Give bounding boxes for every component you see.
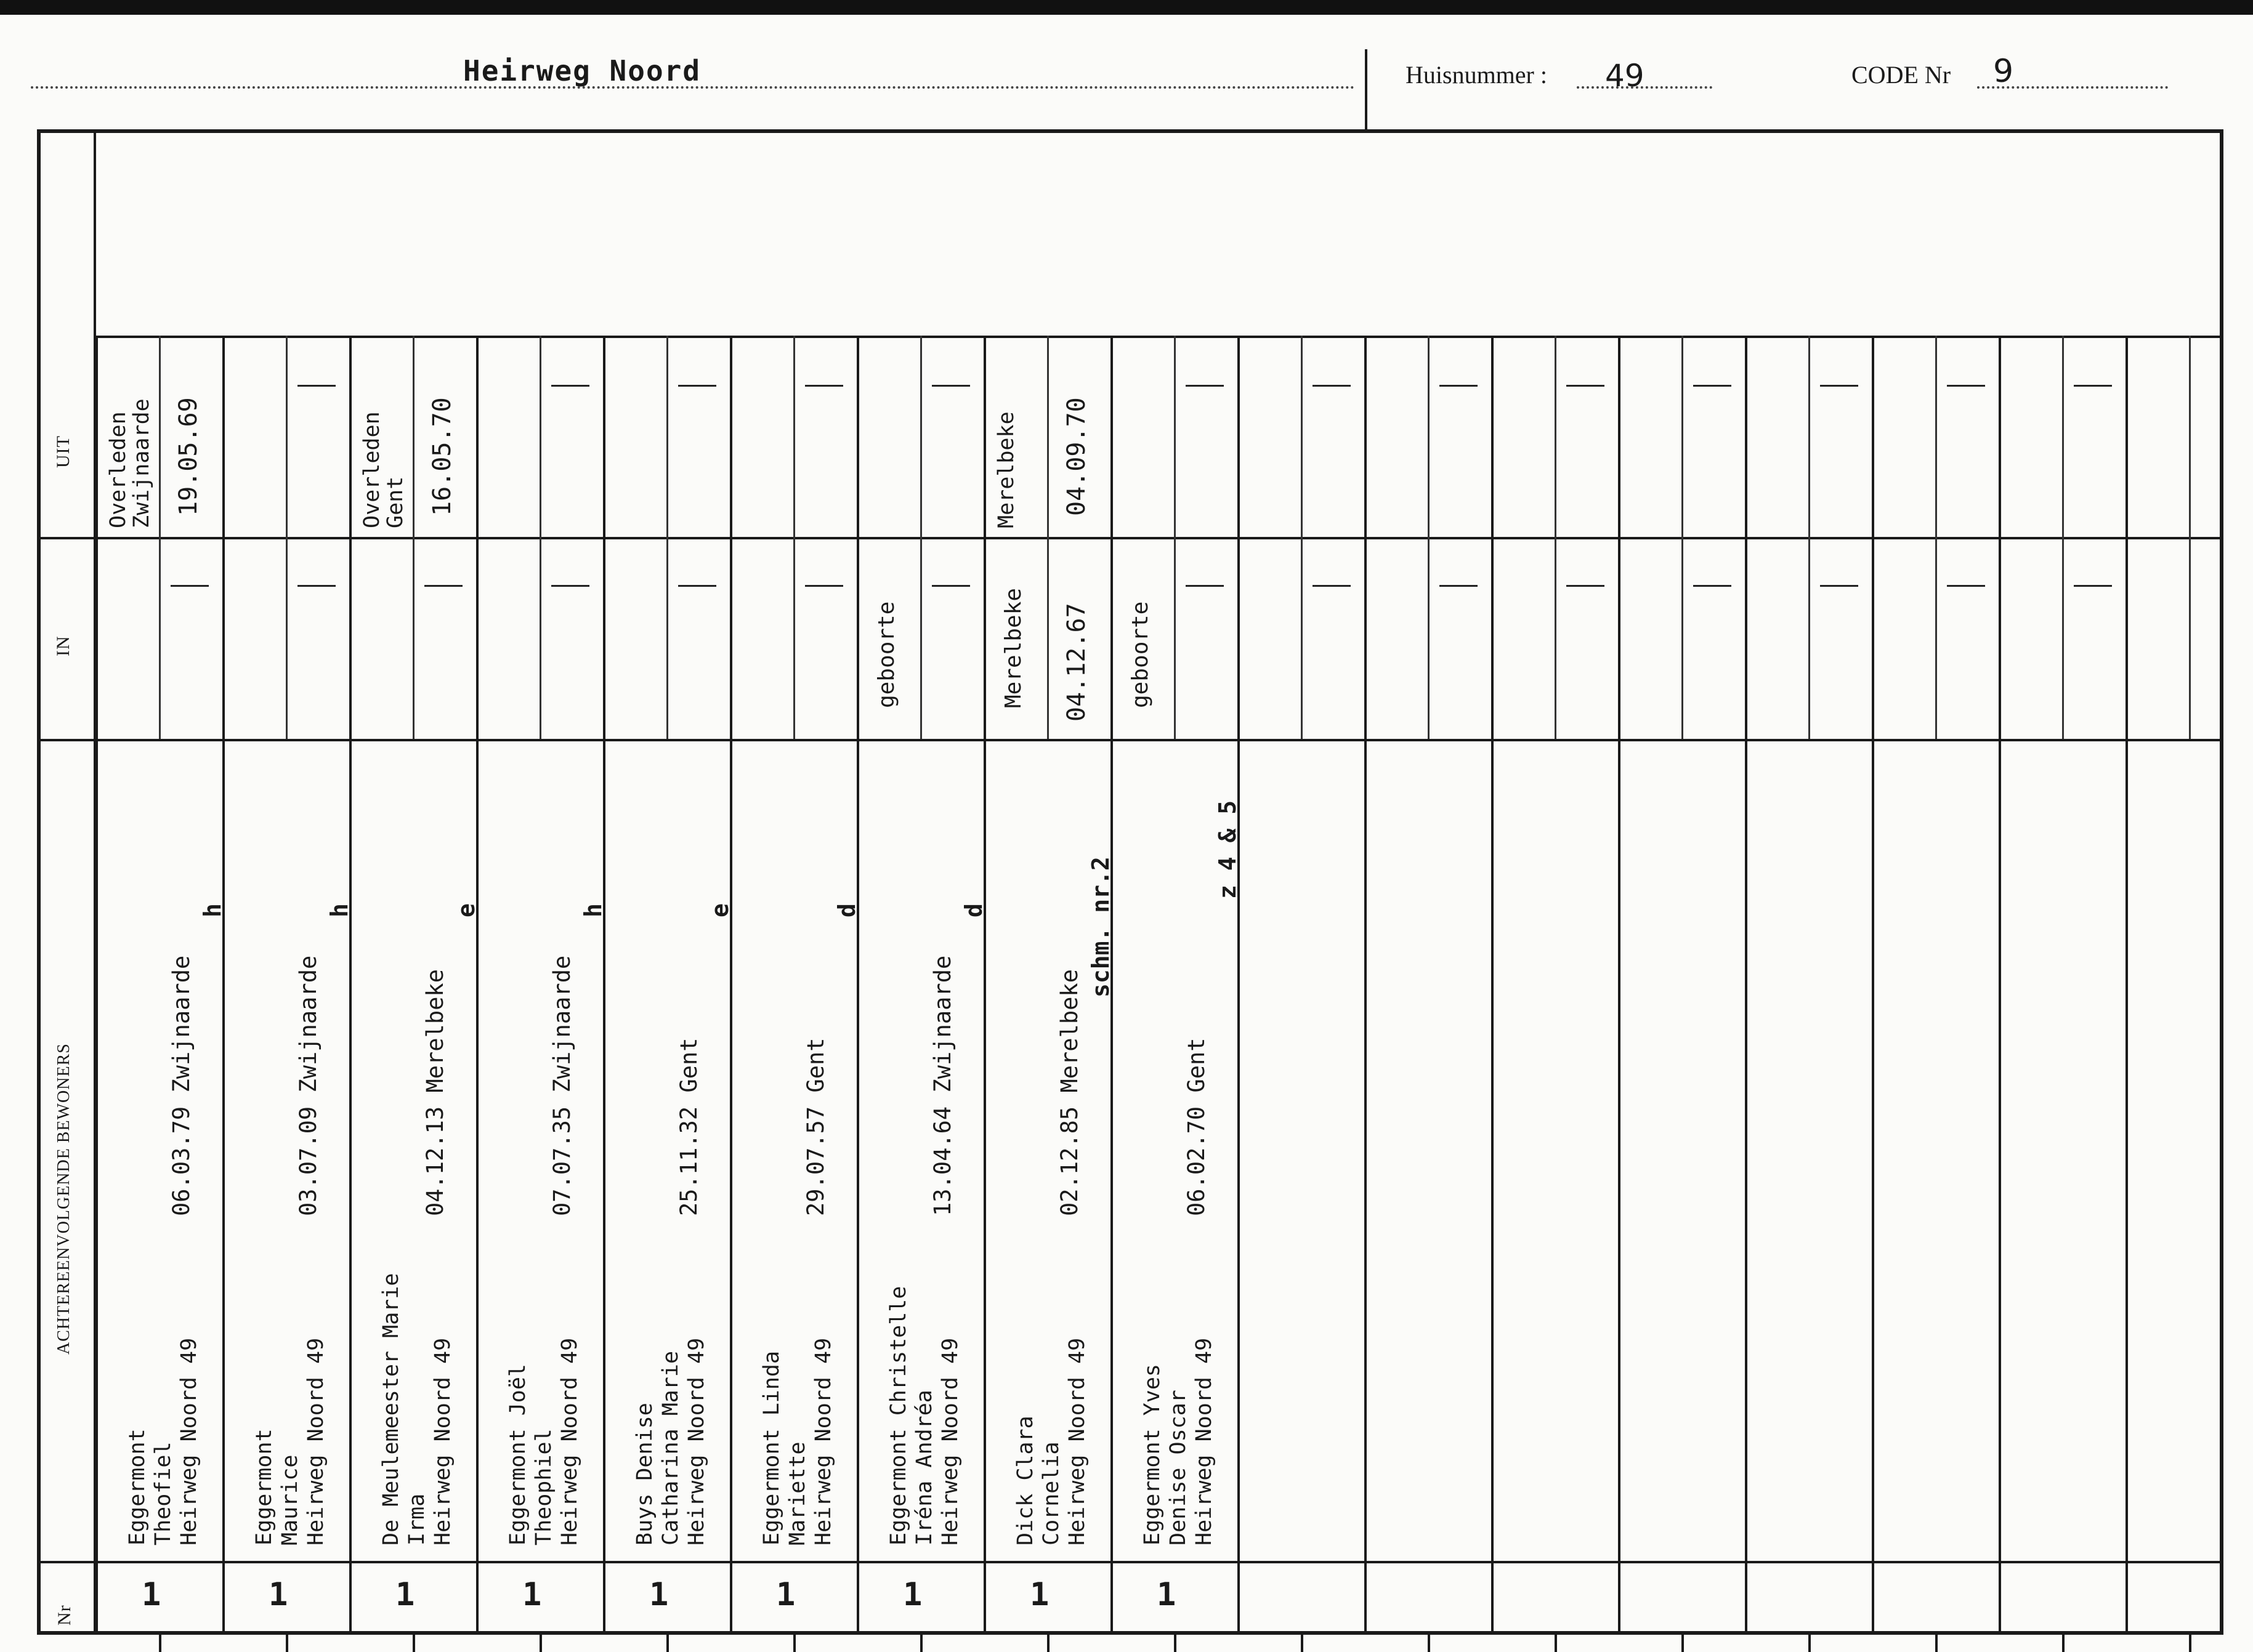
row-divider-residents-nr (37, 1561, 2223, 1563)
resident-line-1: Buys Denise (633, 1403, 657, 1545)
resident-nr: 1 (269, 1576, 288, 1613)
resident-birth-text: 29.07.57 Gent (803, 1038, 829, 1216)
out-dash (678, 385, 716, 387)
resident-line-1: Eggermont Christelle (886, 1286, 911, 1545)
resident-code-text: h (580, 903, 607, 917)
column-divider (222, 336, 225, 1635)
bottom-tick (920, 1635, 923, 1652)
column-divider (1999, 336, 2001, 1635)
out-dash (297, 385, 336, 387)
resident-nr: 1 (1157, 1576, 1176, 1613)
label-in-text: IN (53, 635, 73, 656)
bottom-tick (1174, 1635, 1176, 1652)
empty-dash (2074, 585, 2112, 587)
empty-dash (1566, 585, 1604, 587)
half-column-divider (1808, 336, 1810, 739)
resident-line-2: Theophiel (532, 1428, 556, 1545)
street-name: Heirweg Noord (463, 54, 702, 87)
column-divider (1491, 336, 1494, 1635)
resident-birth-text: 13.04.64 Zwijnaarde (929, 955, 956, 1216)
code-dotted-line (1977, 86, 2168, 89)
code-value: 9 (1993, 53, 2014, 90)
resident-line-3: Heirweg Noord 49 (1065, 1337, 1090, 1545)
in-dash (805, 585, 843, 587)
half-column-divider (920, 336, 922, 739)
resident-line-1: Eggermont Yves (1140, 1363, 1165, 1545)
in-dash (678, 585, 716, 587)
resident-code-text: h (199, 903, 226, 917)
bottom-tick (540, 1635, 542, 1652)
in-dash (932, 585, 970, 587)
in-dash (551, 585, 589, 587)
bottom-tick (286, 1635, 288, 1652)
column-divider (476, 336, 479, 1635)
out-dash (551, 385, 589, 387)
empty-dash (1820, 585, 1858, 587)
empty-dash (1313, 385, 1351, 387)
empty-dash (1566, 385, 1604, 387)
resident-line-2: Theofiel (151, 1441, 176, 1545)
in-dash (171, 585, 209, 587)
half-column-divider (1555, 336, 1556, 739)
resident-line-2: Cornelia (1039, 1441, 1064, 1545)
resident-line-3: Heirweg Noord 49 (431, 1337, 455, 1545)
bottom-tick (666, 1635, 669, 1652)
row-divider-in-residents (37, 739, 2223, 741)
resident-nr: 1 (395, 1576, 415, 1613)
out-place-text: Merelbeke (994, 411, 1019, 528)
resident-nr: 1 (1030, 1576, 1050, 1613)
in-dash (297, 585, 336, 587)
in-place-text: Merelbeke (1001, 587, 1026, 708)
out-place-text: Overleden Gent (360, 411, 408, 528)
bottom-tick (1428, 1635, 1430, 1652)
half-column-divider (666, 336, 668, 739)
bottom-tick (413, 1635, 415, 1652)
half-column-divider (1047, 336, 1049, 739)
out-date-text: 04.09.70 (1062, 397, 1091, 516)
column-divider (857, 336, 859, 1635)
out-dash (932, 385, 970, 387)
bottom-tick (2189, 1635, 2191, 1652)
resident-line-2: Denise Oscar (1166, 1390, 1191, 1545)
column-divider (1618, 336, 1620, 1635)
label-residents-text: ACHTEREENVOLGENDE BEWONERS (54, 1043, 73, 1355)
out-dash (1186, 385, 1224, 387)
empty-dash (1820, 385, 1858, 387)
resident-line-3: Heirweg Noord 49 (684, 1337, 709, 1545)
half-column-divider (793, 336, 795, 739)
resident-code-text: d (833, 903, 860, 917)
resident-birth-text: 02.12.85 Merelbeke (1056, 969, 1083, 1216)
in-place-text: geboorte (874, 601, 899, 708)
empty-dash (2074, 385, 2112, 387)
in-place-text: geboorte (1128, 601, 1153, 708)
column-divider (603, 336, 605, 1635)
header-divider (1365, 49, 1367, 129)
resident-birth-text: 04.12.13 Merelbeke (422, 969, 448, 1216)
register-form-frame (37, 129, 2223, 1635)
resident-line-2: Maurice (278, 1454, 302, 1545)
bottom-tick (2062, 1635, 2065, 1652)
resident-line-3: Heirweg Noord 49 (557, 1337, 582, 1545)
house-number-label: Huisnummer : (1406, 61, 1547, 89)
code-label: CODE Nr (1851, 61, 1951, 89)
resident-nr: 1 (649, 1576, 669, 1613)
half-column-divider (1935, 336, 1937, 739)
bottom-tick (1555, 1635, 1557, 1652)
bottom-tick (159, 1635, 161, 1652)
resident-line-1: Eggermont (125, 1428, 150, 1545)
bottom-tick (1301, 1635, 1303, 1652)
column-divider (95, 336, 98, 1635)
resident-line-1: Dick Clara (1013, 1416, 1038, 1545)
row-divider-uit-in (37, 537, 2223, 539)
resident-birth-text: 03.07.09 Zwijnaarde (295, 955, 322, 1216)
resident-line-3: Heirweg Noord 49 (811, 1337, 836, 1545)
house-number-dotted-line (1577, 86, 1712, 89)
column-divider (1745, 336, 1747, 1635)
resident-code-text: e (706, 903, 734, 917)
resident-birth-text: 07.07.35 Zwijnaarde (549, 955, 575, 1216)
bottom-tick (793, 1635, 796, 1652)
half-column-divider (1681, 336, 1683, 739)
empty-dash (1313, 585, 1351, 587)
resident-line-3: Heirweg Noord 49 (177, 1337, 201, 1545)
label-nr-text: Nr (54, 1605, 75, 1626)
resident-line-2: Catharina Marie (658, 1350, 683, 1545)
column-divider (1364, 336, 1367, 1635)
resident-birth-text: 06.02.70 Gent (1183, 1038, 1210, 1216)
resident-nr: 1 (903, 1576, 923, 1613)
resident-line-3: Heirweg Noord 49 (1192, 1337, 1216, 1545)
in-dash (424, 585, 463, 587)
column-divider (1237, 336, 1240, 1635)
empty-dash (1693, 385, 1731, 387)
resident-code-text: z 4 & 5 (1214, 800, 1241, 899)
resident-nr: 1 (776, 1576, 796, 1613)
half-column-divider (286, 336, 288, 739)
resident-code-text: d (960, 903, 987, 917)
half-column-divider (1428, 336, 1430, 739)
resident-line-1: Eggermont (252, 1428, 277, 1545)
resident-code-text: h (326, 903, 353, 917)
bottom-tick (1935, 1635, 1938, 1652)
half-column-divider (413, 336, 415, 739)
empty-dash (1947, 385, 1985, 387)
resident-code-text: schm. nr.2 (1087, 856, 1114, 997)
scan-top-border (0, 0, 2253, 15)
in-dash (1186, 585, 1224, 587)
empty-dash (1439, 585, 1478, 587)
resident-nr: 1 (522, 1576, 542, 1613)
column-divider (349, 336, 352, 1635)
half-column-divider (1301, 336, 1303, 739)
column-divider (1872, 336, 1874, 1635)
in-date-text: 04.12.67 (1062, 603, 1091, 722)
half-column-divider (159, 336, 161, 739)
half-column-divider (2062, 336, 2064, 739)
street-dotted-line (31, 86, 1355, 89)
resident-code-text: e (453, 903, 480, 917)
bottom-tick (1047, 1635, 1050, 1652)
label-uit-text: UIT (53, 435, 73, 468)
row-divider-top (95, 336, 2223, 338)
column-divider (730, 336, 732, 1635)
resident-line-3: Heirweg Noord 49 (304, 1337, 328, 1545)
column-divider (2126, 336, 2128, 1635)
half-column-divider (2189, 336, 2191, 739)
empty-dash (1947, 585, 1985, 587)
resident-line-1: Eggermont Linda (759, 1350, 784, 1545)
out-date-text: 19.05.69 (174, 397, 203, 516)
resident-line-3: Heirweg Noord 49 (938, 1337, 963, 1545)
bottom-tick (1681, 1635, 1684, 1652)
half-column-divider (540, 336, 541, 739)
half-column-divider (1174, 336, 1176, 739)
out-dash (805, 385, 843, 387)
resident-line-2: Iréna Andréa (912, 1390, 937, 1545)
bottom-tick (1808, 1635, 1811, 1652)
resident-nr: 1 (142, 1576, 161, 1613)
empty-dash (1693, 585, 1731, 587)
empty-dash (1439, 385, 1478, 387)
column-divider (984, 336, 986, 1635)
house-number-value: 49 (1605, 58, 1644, 94)
resident-birth-text: 25.11.32 Gent (676, 1038, 702, 1216)
out-place-text: Overleden Zwijnaarde (106, 398, 154, 528)
resident-line-1: De Meulemeester Marie (379, 1273, 403, 1545)
resident-birth-text: 06.03.79 Zwijnaarde (168, 955, 195, 1216)
resident-line-2: Irma (405, 1493, 429, 1545)
out-date-text: 16.05.70 (428, 397, 456, 516)
resident-line-1: Eggermont Joël (506, 1363, 530, 1545)
resident-line-2: Mariette (785, 1441, 810, 1545)
